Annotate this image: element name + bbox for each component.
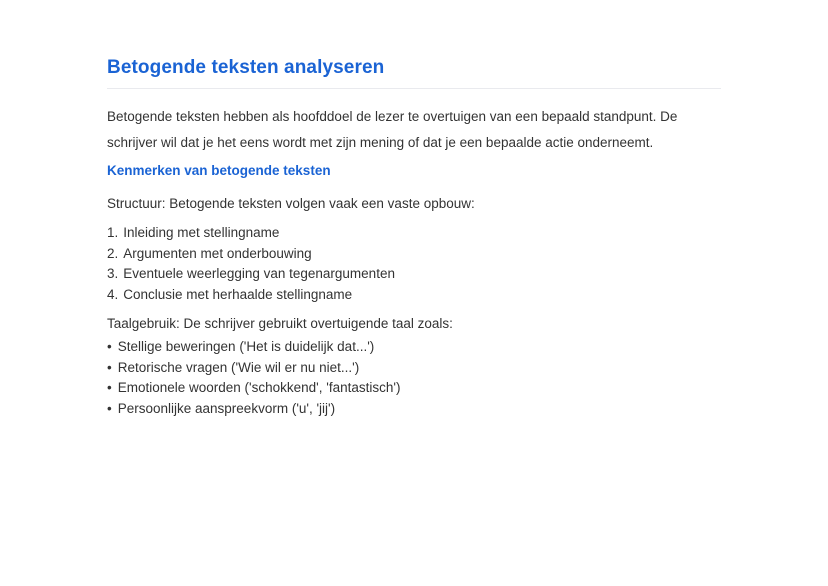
list-item-text: Eventuele weerlegging van tegenargumenten bbox=[123, 266, 395, 281]
list-item bbox=[107, 223, 721, 244]
list-item-text: Conclusie met herhaalde stellingname bbox=[123, 286, 353, 302]
list-item-text: Stellige beweringen ('Het is duidelijk dat...') bbox=[117, 339, 375, 354]
list-number: 2. bbox=[107, 245, 119, 261]
list-item bbox=[107, 378, 721, 399]
list-item-text: Emotionele woorden ('schokkend', 'fantastisch') bbox=[117, 380, 401, 395]
structure-lead: Structuur: Betogende teksten volgen vaak een vaste opbouw: bbox=[107, 196, 475, 211]
list-item-text: Inleiding met stellingname bbox=[123, 225, 280, 240]
bullet-icon: • bbox=[107, 400, 112, 416]
list-item bbox=[107, 358, 721, 379]
structure-list bbox=[107, 223, 721, 305]
section-heading-kenmerken: Kenmerken van betogende teksten bbox=[107, 163, 331, 178]
list-number: 1. bbox=[107, 225, 119, 240]
list-number: 4. bbox=[107, 286, 119, 302]
list-item bbox=[107, 244, 721, 265]
list-item-text: Retorische vragen ('Wie wil er nu niet...') bbox=[117, 359, 360, 375]
list-item-text: Argumenten met onderbouwing bbox=[123, 245, 312, 261]
list-item-text: Persoonlijke aanspreekvorm ('u', 'jij') bbox=[117, 400, 336, 416]
bullet-icon: • bbox=[107, 339, 112, 354]
bullet-icon: • bbox=[107, 359, 112, 375]
language-lead: Taalgebruik: De schrijver gebruikt overtuigende taal zoals: bbox=[107, 316, 453, 331]
page-title: Betogende teksten analyseren bbox=[107, 57, 385, 78]
bullet-icon: • bbox=[107, 380, 112, 395]
title-divider bbox=[107, 88, 721, 89]
list-item bbox=[107, 337, 721, 358]
document-page bbox=[107, 0, 721, 419]
list-item bbox=[107, 264, 721, 285]
list-item bbox=[107, 399, 721, 420]
intro-paragraph: Betogende teksten hebben als hoofddoel de lezer te overtuigen van een bepaald standpunt. De schrijver wil dat je het eens wordt met zijn mening of dat je een bepaalde actie onderneemt. bbox=[107, 109, 678, 150]
language-list bbox=[107, 337, 721, 419]
list-number: 3. bbox=[107, 266, 119, 281]
list-item bbox=[107, 285, 721, 306]
